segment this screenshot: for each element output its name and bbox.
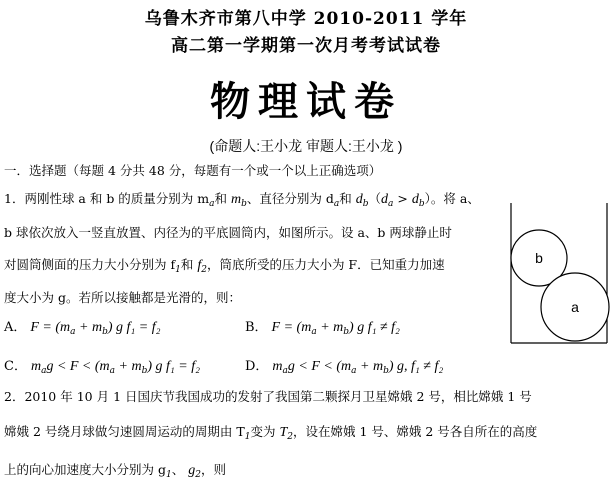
q1-line-1: 1．两刚性球 a 和 b 的质量分别为 $m_a$和 $m_b$、直径分别为 $d_a$和 $d_b(d_a > d_b)$。将 a、 (4, 191, 480, 209)
school-year-line: 乌鲁木齐市第八中学 2010-2011 学年 (144, 9, 468, 29)
q2-line-2-tail: ，设在嫦娥 1 号、嫦娥 2 号各自所在的高度 (292, 424, 538, 439)
q2-line-1: 2．2010 年 10 月 1 日国庆节我国成功的发射了我国第二颗探月卫星嫦娥 2 号，相比嫦娥 1 号 (4, 389, 532, 404)
q1-line-3: 对圆筒侧面的压力大小分别为 $f_1$和 $f_2$，筒底所受的压力大小为 F．已知重力加速 (4, 257, 445, 275)
page-title: 物理试卷 (210, 78, 402, 125)
authors-line: (命题人:王小龙 审题人:王小龙 ) (209, 138, 403, 154)
cylinder-figure (503, 203, 611, 345)
q2-line-3-text: 上的向心加速度大小分别为 g (4, 462, 166, 477)
section-heading: 一．选择题（每题 4 分共 48 分，每题有一个或一个以上正确选项） (4, 163, 382, 178)
q1-line-1-end: 。将 a、 (430, 191, 480, 206)
q2-line-2: 嫦娥 2 号绕月球做匀速圆周运动的周期由 $T_1$变为 $T_2$，设在嫦娥 1 号、嫦娥 2 号各自所在的高度 (4, 424, 538, 442)
option-b: B． $F = (m_a + m_b)$ g f₁ ≠ f₂ (245, 320, 400, 337)
q1-line-3-tail: ，筒底所受的压力大小为 F．已知重力加速 (206, 257, 445, 272)
q2-line-3-tail: ，则 (200, 462, 226, 477)
q1-line-2: b 球依次放入一竖直放置、内径为的平底圆筒内，如图所示。设 a、b 两球静止时 (4, 225, 452, 240)
option-d: D． $m_ag < F < (m_a + m_b)$ g, f₁ ≠ f₂ (245, 359, 444, 376)
ball-a-label: a (571, 299, 579, 315)
exam-name-line: 高二第一学期第一次月考考试试卷 (171, 36, 441, 56)
q1-line-3-text: 对圆筒侧面的压力大小分别为 f (4, 257, 176, 272)
ball-b-label: b (535, 250, 543, 266)
q1-line-4: 度大小为 g。若所以接触都是光滑的，则： (4, 290, 241, 305)
q2-line-3: 上的向心加速度大小分别为 $g_1$、 $g_2$，则 (4, 462, 226, 480)
q2-line-2-text: 嫦娥 2 号绕月球做匀速圆周运动的周期由 T (4, 424, 245, 439)
option-c: C． $m_ag < F < (m_a + m_b)$ g f₁ = f₂ (4, 359, 200, 376)
q1-line-1-tail: 、直径分别为 d (246, 191, 334, 206)
q1-line-1-text: 1．两刚性球 a 和 b 的质量分别为 m (4, 191, 210, 206)
option-a: A． $F = (m_a + m_b)$ g f₁ = f₂ (4, 320, 161, 337)
